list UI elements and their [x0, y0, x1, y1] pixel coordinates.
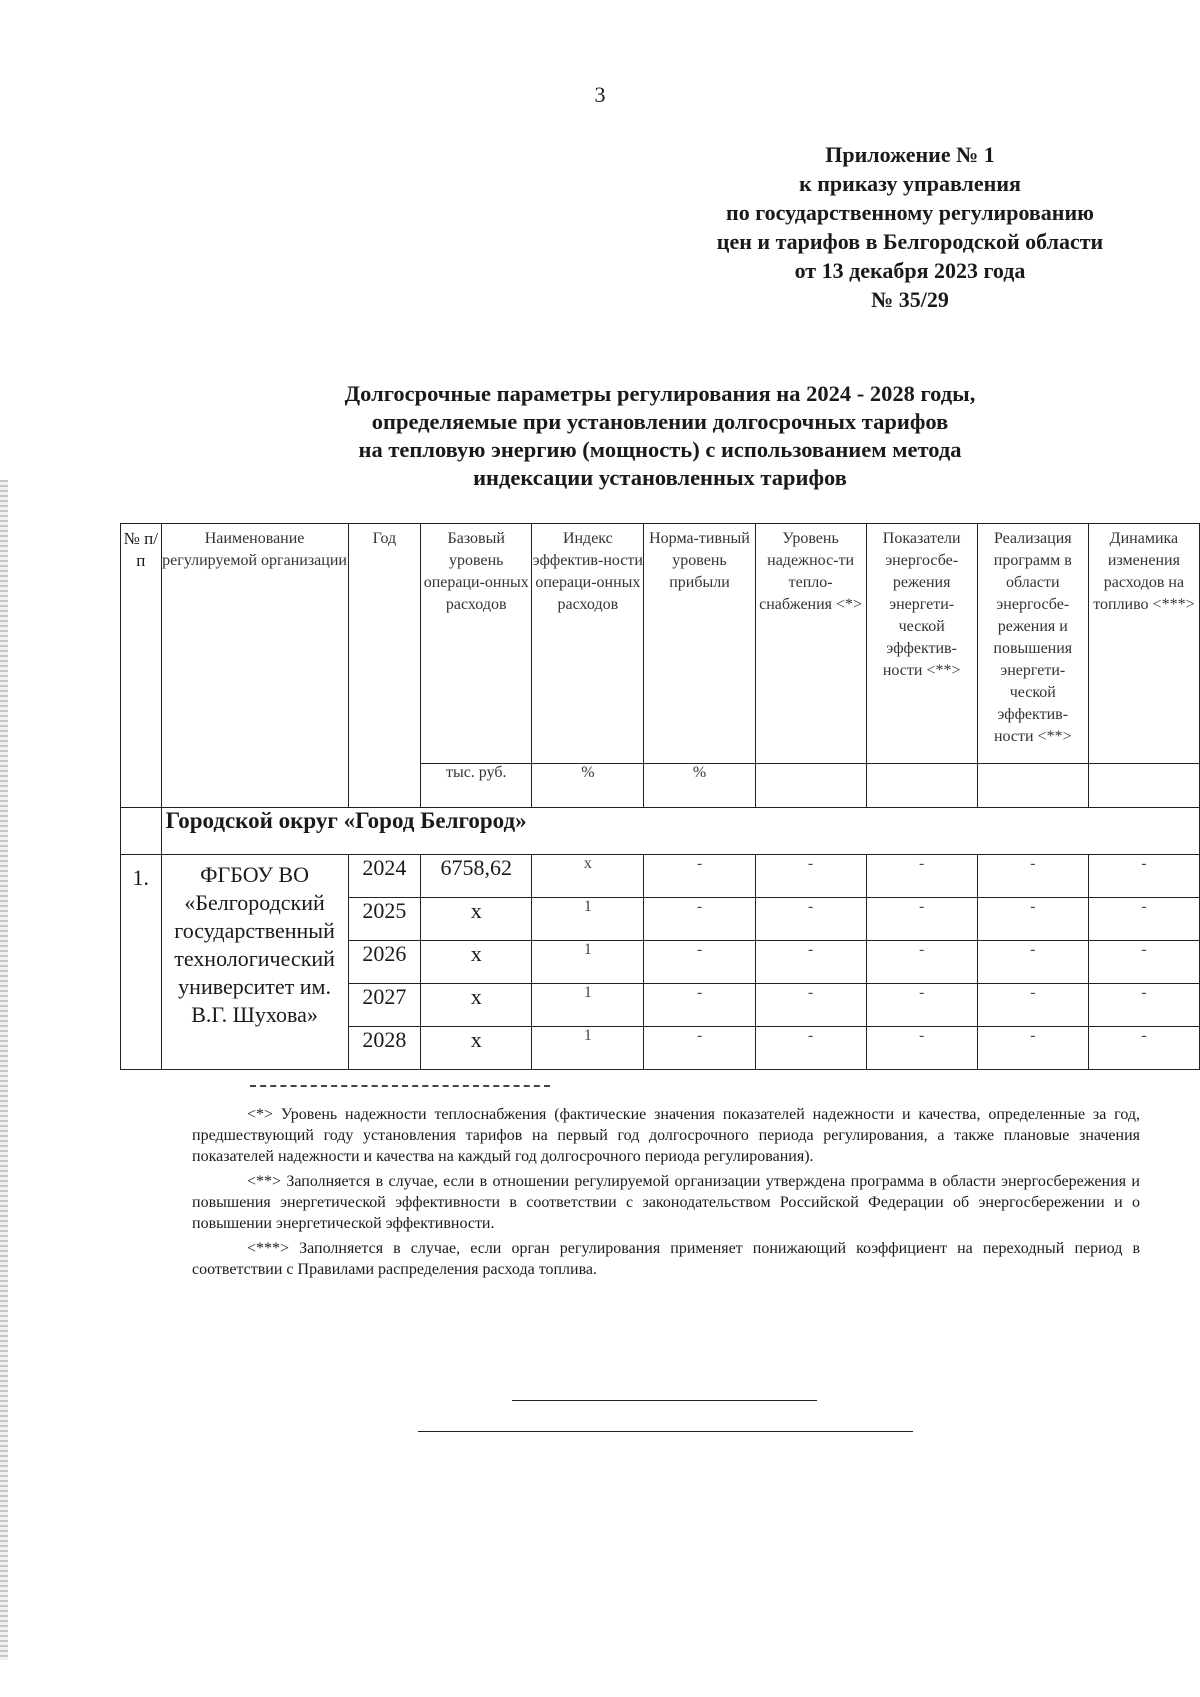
region-name: Городской округ «Город Белгород»	[161, 808, 1199, 855]
scan-edge-artifact	[0, 480, 8, 1660]
title-line: на тепловую энергию (мощность) с использованием метода	[358, 437, 962, 462]
header-row	[121, 524, 1200, 764]
row-number: 1.	[121, 855, 162, 1070]
unit-efficiency-index: %	[532, 764, 644, 808]
title-line: определяемые при установлении долгосрочных тарифов	[371, 409, 949, 434]
cell-year: 2025	[348, 898, 421, 941]
header-base-opex: Базовый уровень операци-онных расходов	[421, 524, 532, 764]
cell-energy-indicators: -	[866, 855, 977, 898]
cell-fuel-dynamics: -	[1088, 941, 1199, 984]
header-row-number: № п/п	[121, 524, 162, 808]
cell-energy-indicators: -	[866, 1027, 977, 1070]
organization-name: ФГБОУ ВО «Белгородский государственный технологический университет им. В.Г. Шухова»	[161, 855, 348, 1070]
cell-year: 2026	[348, 941, 421, 984]
footnote-energy-saving: <**> Заполняется в случае, если в отношении регулируемой организации утверждена программа в области энергосбережения и повышения энергетической эффективности в соответствии с законодательством Российской Федерации об энергосбережении и о повышении энергетической эффективности.	[192, 1173, 1140, 1232]
cell-efficiency-index: 1	[532, 984, 644, 1027]
cell-base-opex: x	[421, 898, 532, 941]
cell-efficiency-index: x	[532, 855, 644, 898]
appendix-line: цен и тарифов в Белгородской области	[716, 229, 1104, 254]
footnote-separator	[250, 1085, 550, 1087]
cell-energy-programs: -	[977, 984, 1088, 1027]
appendix-line: по государственному регулированию	[726, 200, 1094, 225]
cell-efficiency-index: 1	[532, 1027, 644, 1070]
cell-profit-level: -	[644, 984, 755, 1027]
title-line: индексации установленных тарифов	[473, 465, 847, 490]
appendix-line: № 35/29	[871, 287, 949, 312]
cell-energy-programs: -	[977, 855, 1088, 898]
cell-energy-programs: -	[977, 941, 1088, 984]
cell-fuel-dynamics: -	[1088, 984, 1199, 1027]
appendix-line: к приказу управления	[799, 171, 1021, 196]
appendix-header	[660, 140, 1160, 314]
cell-reliability: -	[755, 855, 866, 898]
unit-empty	[866, 764, 977, 808]
cell-profit-level: -	[644, 1027, 755, 1070]
unit-empty	[1088, 764, 1199, 808]
cell-base-opex: x	[421, 1027, 532, 1070]
cell-reliability: -	[755, 1027, 866, 1070]
unit-empty	[755, 764, 866, 808]
header-organization: Наименование регулируемой организации	[161, 524, 348, 808]
cell-year: 2028	[348, 1027, 421, 1070]
cell-reliability: -	[755, 941, 866, 984]
cell-energy-programs: -	[977, 1027, 1088, 1070]
cell-fuel-dynamics: -	[1088, 855, 1199, 898]
appendix-line: от 13 декабря 2023 года	[794, 258, 1026, 283]
document-title	[240, 380, 1080, 492]
cell-energy-indicators: -	[866, 941, 977, 984]
cell-profit-level: -	[644, 855, 755, 898]
header-energy-saving-programs: Реализация программ в области энергосбе-режения и повышения энергети-ческой эффектив-ности <**>	[977, 524, 1088, 764]
cell-year: 2024	[348, 855, 421, 898]
region-empty-cell	[121, 808, 162, 855]
header-efficiency-index: Индекс эффектив-ности операци-онных расходов	[532, 524, 644, 764]
header-fuel-dynamics: Динамика изменения расходов на топливо <***>	[1088, 524, 1199, 764]
table-row	[121, 855, 1200, 898]
closing-line-long	[418, 1431, 913, 1432]
cell-energy-indicators: -	[866, 984, 977, 1027]
appendix-line: Приложение № 1	[825, 142, 995, 167]
footnotes	[192, 1104, 1140, 1284]
header-reliability: Уровень надежнос-ти тепло-снабжения <*>	[755, 524, 866, 764]
unit-profit-level: %	[644, 764, 755, 808]
header-year: Год	[348, 524, 421, 808]
closing-line-short	[512, 1400, 817, 1401]
cell-fuel-dynamics: -	[1088, 1027, 1199, 1070]
cell-profit-level: -	[644, 941, 755, 984]
cell-profit-level: -	[644, 898, 755, 941]
cell-energy-programs: -	[977, 898, 1088, 941]
page-number: 3	[594, 82, 606, 107]
cell-reliability: -	[755, 984, 866, 1027]
cell-year: 2027	[348, 984, 421, 1027]
cell-energy-indicators: -	[866, 898, 977, 941]
title-line: Долгосрочные параметры регулирования на 2024 - 2028 годы,	[344, 381, 976, 406]
cell-base-opex: x	[421, 941, 532, 984]
footnote-reliability: <*> Уровень надежности теплоснабжения (фактические значения показателей надежности и качества, определенные за год, предшествующий году установления тарифов на первый год долгосрочного периода регулирования, а также плановые значения показателей надежности и качества на каждый год долгосрочного периода регулирования).	[192, 1106, 1140, 1165]
parameters-table	[120, 523, 1200, 1070]
cell-efficiency-index: 1	[532, 941, 644, 984]
cell-base-opex: 6758,62	[421, 855, 532, 898]
unit-empty	[977, 764, 1088, 808]
footnote-fuel: <***> Заполняется в случае, если орган регулирования применяет понижающий коэффициент на переходный период в соответствии с Правилами распределения расхода топлива.	[192, 1240, 1140, 1278]
cell-efficiency-index: 1	[532, 898, 644, 941]
header-energy-saving-indicators: Показатели энергосбе-режения энергети-ческой эффектив-ности <**>	[866, 524, 977, 764]
region-row	[121, 808, 1200, 855]
cell-reliability: -	[755, 898, 866, 941]
header-profit-level: Норма-тивный уровень прибыли	[644, 524, 755, 764]
unit-base-opex: тыс. руб.	[421, 764, 532, 808]
cell-base-opex: x	[421, 984, 532, 1027]
cell-fuel-dynamics: -	[1088, 898, 1199, 941]
